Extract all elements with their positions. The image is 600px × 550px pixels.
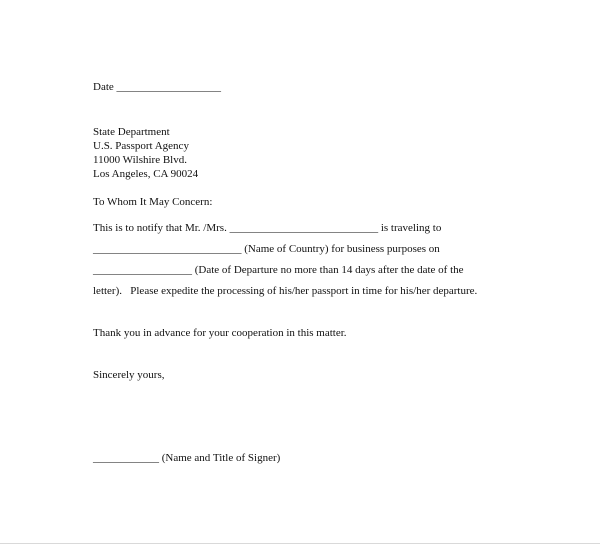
body-line-1: This is to notify that Mr. /Mrs. ___________________________ is traveling to bbox=[93, 222, 442, 234]
date-line: Date ___________________ bbox=[93, 81, 222, 93]
address-line-1: State Department bbox=[93, 126, 170, 138]
body-line-3: __________________ (Date of Departure no more than 14 days after the date of the bbox=[93, 264, 464, 276]
body-line-4: letter). Please expedite the processing of his/her passport in time for his/her departure. bbox=[93, 285, 478, 297]
address-line-4: Los Angeles, CA 90024 bbox=[93, 168, 199, 180]
thanks-line: Thank you in advance for your cooperation in this matter. bbox=[93, 327, 347, 339]
closing-line: Sincerely yours, bbox=[93, 369, 165, 381]
address-line-3: 11000 Wilshire Blvd. bbox=[93, 154, 187, 166]
signature-line: ____________ (Name and Title of Signer) bbox=[93, 452, 281, 464]
body-line-2: ___________________________ (Name of Country) for business purposes on bbox=[93, 243, 440, 255]
address-line-2: U.S. Passport Agency bbox=[93, 140, 189, 152]
page-bottom-divider bbox=[0, 543, 600, 544]
salutation: To Whom It May Concern: bbox=[93, 196, 213, 208]
